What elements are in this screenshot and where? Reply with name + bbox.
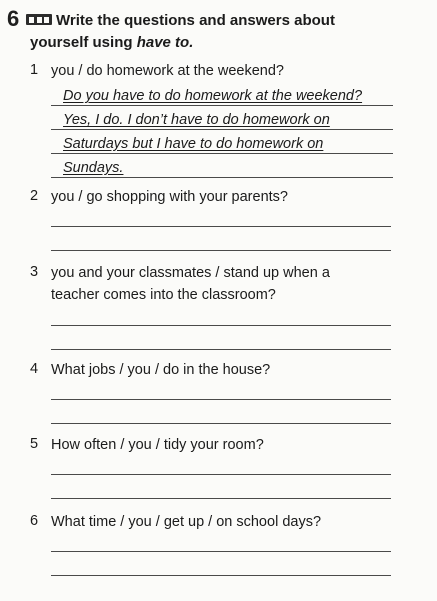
answer-line[interactable]: Sundays. bbox=[51, 159, 393, 178]
answer-line[interactable] bbox=[51, 423, 391, 424]
answer-line[interactable]: Saturdays but I have to do homework on bbox=[51, 135, 393, 154]
answer-line[interactable]: Do you have to do homework at the weekend? bbox=[51, 87, 393, 106]
question-prompt: What time / you / get up / on school days? bbox=[51, 514, 322, 530]
question-prompt-line-1: you and your classmates / stand up when a bbox=[51, 265, 330, 281]
question-number: 5 bbox=[30, 436, 39, 452]
answer-line[interactable] bbox=[51, 575, 391, 576]
question-number: 1 bbox=[30, 62, 39, 78]
exercise-number: 6 bbox=[7, 6, 20, 31]
answer-line[interactable] bbox=[51, 399, 391, 400]
question-number: 4 bbox=[30, 361, 39, 377]
question-prompt: How often / you / tidy your room? bbox=[51, 437, 264, 453]
answer-line[interactable] bbox=[51, 498, 391, 499]
answer-line[interactable]: Yes, I do. I don’t have to do homework on bbox=[51, 111, 393, 130]
instruction-line-2: yourself using have to. bbox=[30, 34, 194, 51]
question-prompt-line-2: teacher comes into the classroom? bbox=[51, 287, 276, 303]
answer-line[interactable] bbox=[51, 474, 391, 475]
question-prompt: you / go shopping with your parents? bbox=[51, 189, 288, 205]
question-number: 6 bbox=[30, 513, 39, 529]
question-number: 2 bbox=[30, 188, 39, 204]
difficulty-level-icon bbox=[26, 14, 52, 25]
answer-line[interactable] bbox=[51, 349, 391, 350]
answer-line[interactable] bbox=[51, 250, 391, 251]
answer-line[interactable] bbox=[51, 226, 391, 227]
answer-line[interactable] bbox=[51, 325, 391, 326]
question-prompt: you / do homework at the weekend? bbox=[51, 63, 284, 79]
question-prompt: What jobs / you / do in the house? bbox=[51, 362, 271, 378]
instruction-line-1: Write the questions and answers about bbox=[56, 12, 335, 29]
question-number: 3 bbox=[30, 264, 39, 280]
answer-line[interactable] bbox=[51, 551, 391, 552]
